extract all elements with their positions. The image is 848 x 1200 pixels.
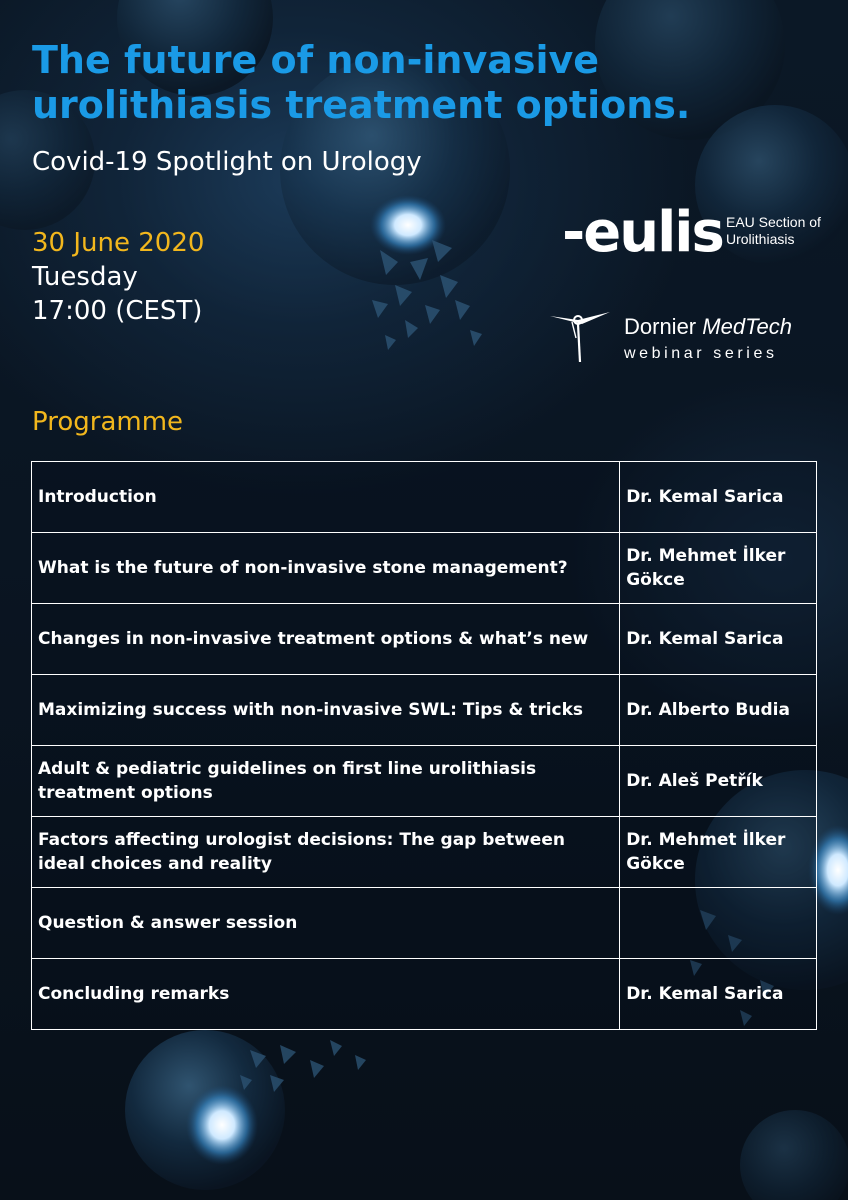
event-date: 30 June 2020 (32, 228, 205, 258)
programme-topic: Factors affecting urologist decisions: The gap between ideal choices and reality (32, 817, 620, 888)
event-time: 17:00 (CEST) (32, 296, 203, 326)
eulis-wordmark: -eulis (562, 200, 723, 265)
event-info (32, 226, 204, 328)
programme-topic: Adult & pediatric guidelines on first line urolithiasis treatment options (32, 746, 620, 817)
programme-speaker: Dr. Mehmet İlker Gökce (620, 817, 817, 888)
dornier-figure-icon (548, 308, 614, 364)
table-row (32, 462, 817, 533)
programme-topic: Question & answer session (32, 888, 620, 959)
programme-speaker: Dr. Kemal Sarica (620, 462, 817, 533)
table-row (32, 959, 817, 1030)
programme-topic: Maximizing success with non-invasive SWL: Tips & tricks (32, 675, 620, 746)
dornier-webinar-series: webinar series (624, 345, 778, 362)
table-row (32, 746, 817, 817)
programme-topic: What is the future of non-invasive stone management? (32, 533, 620, 604)
webinar-subtitle: Covid-19 Spotlight on Urology (32, 147, 422, 177)
eulis-tagline: EAU Section of Urolithiasis (726, 214, 821, 247)
programme-speaker: Dr. Kemal Sarica (620, 959, 817, 1030)
eulis-logo (562, 200, 822, 270)
table-row (32, 817, 817, 888)
dornier-name-italic: MedTech (702, 314, 792, 339)
table-row (32, 604, 817, 675)
programme-speaker (620, 888, 817, 959)
event-day: Tuesday (32, 262, 138, 292)
table-row (32, 675, 817, 746)
programme-topic: Changes in non-invasive treatment options & what’s new (32, 604, 620, 675)
dornier-name-regular: Dornier (624, 314, 697, 339)
dornier-brand-name (624, 314, 792, 340)
dornier-medtech-logo (548, 308, 818, 370)
table-row (32, 533, 817, 604)
programme-speaker: Dr. Aleš Petřík (620, 746, 817, 817)
webinar-title: The future of non-invasive urolithiasis treatment options. (32, 38, 691, 127)
programme-speaker: Dr. Mehmet İlker Gökce (620, 533, 817, 604)
programme-topic: Introduction (32, 462, 620, 533)
table-row (32, 888, 817, 959)
programme-heading: Programme (32, 407, 184, 437)
programme-table (31, 461, 817, 1030)
programme-speaker: Dr. Alberto Budia (620, 675, 817, 746)
programme-topic: Concluding remarks (32, 959, 620, 1030)
programme-speaker: Dr. Kemal Sarica (620, 604, 817, 675)
